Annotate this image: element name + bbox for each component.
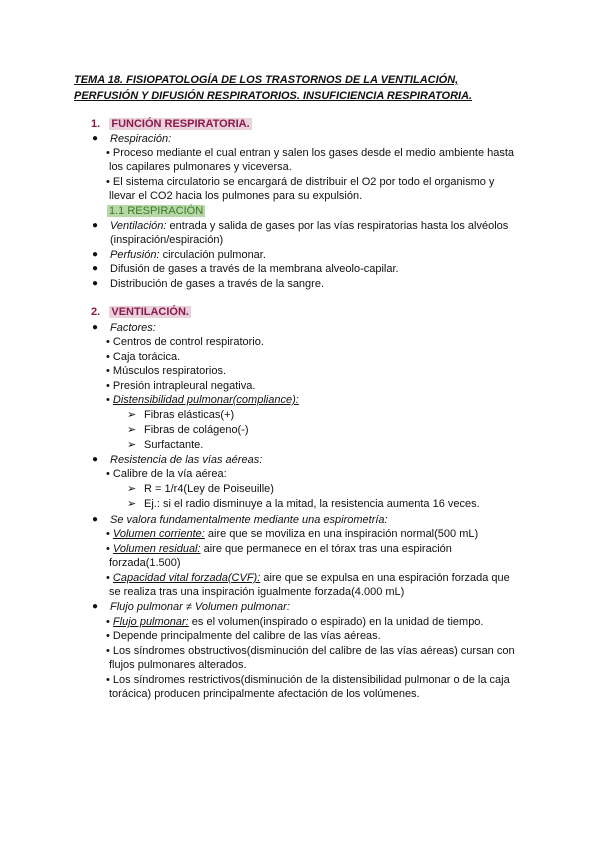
list-item: Fibras de colágeno(-) — [144, 424, 249, 436]
list-item: llevar el CO2 hacia los pulmones para su expulsión. — [109, 190, 363, 202]
section-2-heading: 2. VENTILACIÓN. — [91, 306, 189, 318]
list-item: R = 1/r4(Ley de Poiseuille) — [144, 483, 274, 495]
factores-label: Factores: — [110, 322, 156, 334]
list-item: • Los síndromes restrictivos(disminución de la distensibilidad pulmonar o de la caja — [106, 674, 510, 686]
bullet-icon: ● — [92, 263, 99, 274]
volumen-corriente-item: • Volumen corriente: aire que se moviliza en una inspiración normal(500 mL) — [106, 528, 479, 540]
list-item: Distribución de gases a través de la sangre. — [110, 278, 325, 290]
arrow-bullet-icon: ➢ — [127, 498, 137, 510]
list-item: • Presión intrapleural negativa. — [106, 380, 256, 392]
list-item: torácica) producen principalmente afectación de los volúmenes. — [109, 688, 420, 700]
list-item: • El sistema circulatorio se encargará de distribuir el O2 por todo el organismo y — [106, 176, 495, 188]
cvf-item: • Capacidad vital forzada(CVF): aire que se expulsa en una espiración forzada que — [106, 572, 510, 584]
list-item: • Músculos respiratorios. — [106, 365, 227, 377]
arrow-bullet-icon: ➢ — [127, 483, 137, 495]
bullet-icon: ● — [92, 322, 99, 333]
resistencia-label: Resistencia de las vías aéreas: — [110, 454, 263, 466]
bullet-icon: ● — [92, 220, 99, 231]
section-1-title: FUNCIÓN RESPIRATORIA. — [111, 118, 250, 130]
ventilacion-item: Ventilación: entrada y salida de gases por las vías respiratorias hasta los alvéolos — [110, 220, 509, 232]
list-item: • Depende principalmente del calibre de las vías aéreas. — [106, 630, 381, 642]
volumen-residual-item: • Volumen residual: aire que permanece en el tórax tras una espiración — [106, 543, 452, 555]
title-line-1: TEMA 18. FISIOPATOLOGÍA DE LOS TRASTORNOS DE LA VENTILACIÓN, — [74, 74, 459, 86]
distensibilidad-item: • Distensibilidad pulmonar(compliance): — [106, 394, 299, 406]
bullet-icon: ● — [92, 278, 99, 289]
list-item: • Calibre de la vía aérea: — [106, 468, 227, 480]
arrow-bullet-icon: ➢ — [127, 424, 137, 436]
espirometria-label: Se valora fundamentalmente mediante una espirometría: — [110, 514, 388, 526]
arrow-bullet-icon: ➢ — [127, 409, 137, 421]
list-item: • Los síndromes obstructivos(disminución del calibre de las vías aéreas) cursan con — [106, 645, 515, 657]
list-item: Ej.: si el radio disminuye a la mitad, la resistencia aumenta 16 veces. — [144, 498, 480, 510]
subsection-1-1: 1.1 RESPIRACIÓN — [109, 205, 204, 217]
bullet-icon: ● — [92, 454, 99, 465]
title-line-2: PERFUSIÓN Y DIFUSIÓN RESPIRATORIOS. INSUFICIENCIA RESPIRATORIA. — [74, 90, 473, 102]
bullet-icon: ● — [92, 249, 99, 260]
bullet-icon: ● — [92, 133, 99, 144]
list-item: Surfactante. — [144, 439, 204, 451]
list-item: (inspiración/espiración) — [110, 234, 224, 246]
list-item: los capilares pulmonares y viceversa. — [109, 161, 292, 173]
section-1-heading: 1. FUNCIÓN RESPIRATORIA. — [91, 118, 250, 130]
list-item: • Centros de control respiratorio. — [106, 336, 264, 348]
list-item: Fibras elásticas(+) — [144, 409, 235, 421]
arrow-bullet-icon: ➢ — [127, 439, 137, 451]
list-item: • Proceso mediante el cual entran y salen los gases desde el medio ambiente hasta — [106, 147, 515, 159]
list-item: flujos pulmonares alterados. — [109, 659, 247, 671]
flujo-label: Flujo pulmonar ≠ Volumen pulmonar: — [110, 601, 290, 613]
page-title — [74, 72, 534, 104]
respiracion-label: Respiración: — [110, 133, 172, 145]
section-2-title: VENTILACIÓN. — [111, 306, 189, 318]
list-item: se realiza tras una inspiración igualmente forzada(4.000 mL) — [109, 586, 405, 598]
perfusion-item: Perfusión: circulación pulmonar. — [110, 249, 266, 261]
bullet-icon: ● — [92, 514, 99, 525]
list-item: forzada(1.500) — [109, 557, 181, 569]
list-item: Difusión de gases a través de la membrana alveolo-capilar. — [110, 263, 399, 275]
flujo-pulmonar-item: • Flujo pulmonar: es el volumen(inspirado o espirado) en la unidad de tiempo. — [106, 616, 484, 628]
list-item: • Caja torácica. — [106, 351, 181, 363]
bullet-icon: ● — [92, 601, 99, 612]
